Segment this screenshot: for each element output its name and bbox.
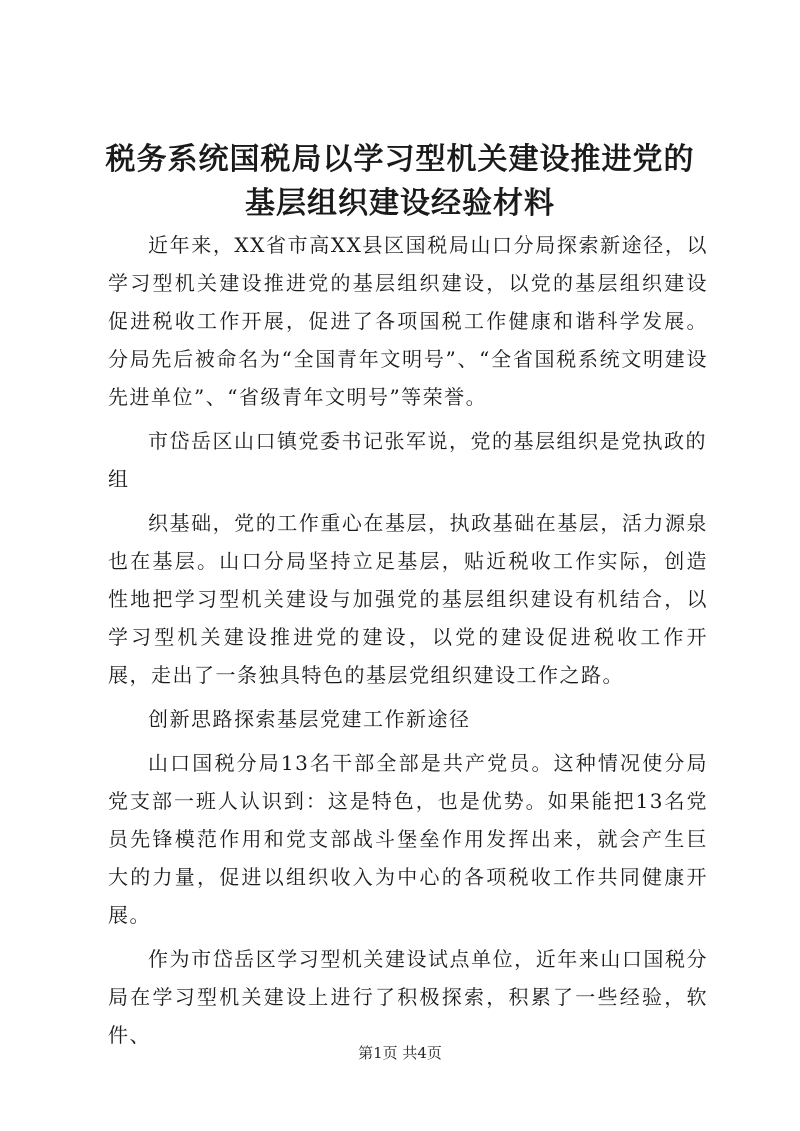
paragraph-orphan-char: 组 [108, 467, 130, 491]
section-heading: 创新思路探索基层党建工作新途径 [148, 707, 471, 731]
page-footer: 第1页 共4页 [358, 1044, 442, 1062]
paragraph-quote-start: 市岱岳区山口镇党委书记张军说，党的基层组织是党执政的 [148, 429, 707, 453]
document-body [108, 226, 708, 1054]
paragraph-quote-continued: 织基础，党的工作重心在基层，执政基础在基层，活力源泉也在基层。山口分局坚持立足基层，贴近税收工作实际，创造性地把学习型机关建设与加强党的基层组织建设有机结合，以学习型机关建设推进党的建设，以党的建设促进税收工作开展，走出了一条独具特色的基层党组织建设工作之路。 [108, 511, 708, 687]
paragraph-intro: 近年来，XX省市高XX县区国税局山口分局探索新途径，以学习型机关建设推进党的基层组织建设，以党的基层组织建设促进税收工作开展，促进了各项国税工作健康和谐科学发展。分局先后被命名为“全国青年文明号”、“全省国税系统文明建设先进单位”、“省级青年文明号”等荣誉。 [108, 233, 708, 409]
paragraph-pilot: 作为市岱岳区学习型机关建设试点单位，近年来山口国税分局在学习型机关建设上进行了积极探索，积累了一些经验，软件、 [108, 947, 708, 1047]
document-title: 税务系统国税局以学习型机关建设推进党的基层组织建设经验材料 [105, 142, 695, 221]
paragraph-members: 山口国税分局13名干部全部是共产党员。这种情况使分局党支部一班人认识到：这是特色，也是优势。如果能把13名党员先锋模范作用和党支部战斗堡垒作用发挥出来，就会产生巨大的力量，促进以组织收入为中心的各项税收工作共同健康开展。 [108, 751, 708, 927]
